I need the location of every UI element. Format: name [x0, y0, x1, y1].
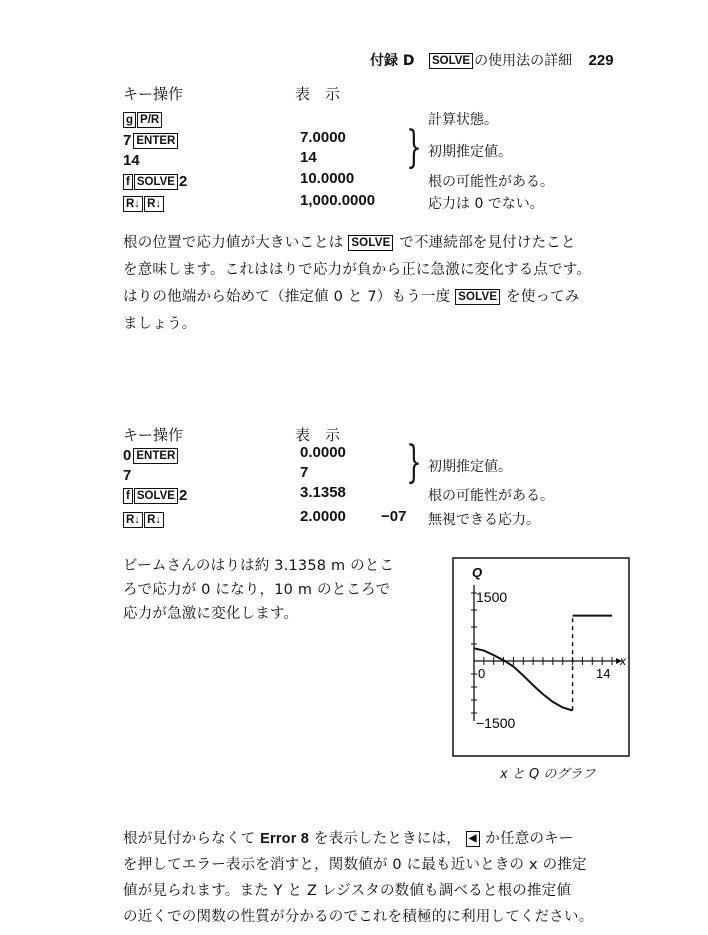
paragraph-3	[123, 826, 593, 930]
display-value: 14	[300, 149, 317, 166]
row-note: 応力は 0 でない。	[428, 196, 544, 212]
calculator-key: R↓	[144, 512, 164, 528]
table2-brace: }	[406, 437, 422, 488]
table2-keys-0	[123, 445, 179, 464]
table1-keys-2	[123, 150, 142, 169]
row-note: 計算状態。	[428, 112, 498, 128]
key-prefix-number: 7	[123, 132, 132, 149]
page-header	[370, 50, 614, 70]
q-vs-x-chart	[452, 557, 652, 797]
display-value: 2.0000	[300, 508, 346, 525]
calculator-key: g	[123, 112, 136, 128]
key-suffix-number: 2	[178, 487, 188, 504]
para2-line2: ろで応力が 0 になり，10 m のところで	[123, 582, 391, 598]
y-axis-label: Q	[472, 565, 483, 580]
display-value: 10.0000	[300, 170, 355, 187]
table1-keys-4	[123, 193, 165, 212]
table2-col-display: 表 示	[295, 426, 341, 444]
table1-brace: }	[406, 122, 422, 173]
table1-keys-1	[123, 130, 179, 149]
display-value: 0.0000	[300, 444, 346, 461]
para3-line1b: を表示したときには，	[313, 831, 461, 847]
paragraph-1	[123, 230, 591, 338]
error-8-text: Error 8	[260, 831, 310, 847]
table2-col-keys: キー操作	[123, 426, 184, 444]
table1-brace-note: 初期推定値。	[428, 144, 512, 160]
calculator-key: R↓	[123, 512, 143, 528]
y-top-label: 1500	[476, 589, 508, 605]
para1-line3b: を使ってみ	[506, 289, 580, 305]
para3-line1a: 根が見付からなくて	[123, 831, 256, 847]
table1-keys-3	[123, 171, 187, 190]
row-note: 根の可能性がある。	[428, 174, 554, 190]
row-note: 無視できる応力。	[428, 512, 540, 528]
solve-key-inline-1: SOLVE	[348, 235, 393, 251]
paragraph-2	[123, 554, 394, 626]
row-note: 根の可能性がある。	[428, 488, 554, 504]
para3-line2: を押してエラー表示を消すと，関数値が 0 に最も近いときの x の推定	[123, 857, 587, 873]
table2-keys-2	[123, 485, 187, 504]
header-title: の使用法の詳細	[474, 53, 573, 69]
calculator-key: ENTER	[133, 133, 178, 149]
calculator-key: f	[123, 488, 133, 504]
para1-line2: を意味します。これははりで応力が負から正に急激に変化する点です。	[123, 262, 592, 278]
calculator-key: P/R	[137, 112, 162, 128]
chart-caption: x と Q のグラフ	[500, 767, 596, 782]
key-prefix-number: 0	[123, 447, 132, 464]
key-prefix-number: 7	[123, 467, 132, 484]
para1-line1a: 根の位置で応力値が大きいことは	[123, 235, 344, 251]
para3-line3: 値が見られます。また Y と Z レジスタの数値も調べると根の推定値	[123, 883, 572, 899]
display-value: 7	[300, 464, 309, 481]
key-suffix-number: 2	[178, 173, 188, 190]
key-prefix-number: 14	[123, 152, 140, 169]
display-value: 1,000.0000	[300, 192, 376, 209]
para2-line3: 応力が急激に変化します。	[123, 606, 299, 622]
table1-col-keys: キー操作	[123, 85, 184, 103]
calculator-key: ENTER	[133, 448, 178, 464]
para1-line1b: で不連続部を見付けたこと	[399, 235, 576, 251]
y-bottom-label: −1500	[476, 715, 516, 731]
x-origin-label: 0	[478, 666, 486, 681]
para1-line4: ましょう。	[123, 316, 197, 332]
calculator-key: R↓	[123, 196, 143, 212]
page-number: 229	[588, 52, 614, 69]
display-value: 7.0000	[300, 129, 346, 146]
calculator-key: R↓	[144, 196, 164, 212]
table1-col-display: 表 示	[295, 85, 341, 103]
calculator-key: SOLVE	[134, 488, 178, 504]
x-tick-label: 14	[596, 666, 611, 681]
para3-line1c: か任意のキー	[485, 831, 574, 847]
solve-key-inline-2: SOLVE	[455, 289, 500, 305]
table2-keys-1	[123, 465, 133, 484]
para2-line1: ビームさんのはりは約 3.1358 m のとこ	[123, 558, 395, 574]
display-value: 3.1358	[300, 484, 346, 501]
x-axis-label: x	[620, 654, 626, 668]
para1-line3a: はりの他端から始めて（推定値 0 と 7）もう一度	[123, 289, 451, 305]
appendix-label: 付録 D	[370, 53, 415, 69]
calculator-key: SOLVE	[134, 174, 178, 190]
backspace-key: ◀	[466, 831, 480, 847]
table2-keys-3	[123, 509, 165, 528]
table1-keys-0	[123, 109, 163, 128]
solve-key-header: SOLVE	[429, 53, 473, 69]
display-exponent: −07	[381, 508, 407, 525]
para3-line4: の近くでの関数の性質が分かるのでこれを積極的に利用してください。	[123, 909, 594, 925]
calculator-key: f	[123, 174, 133, 190]
table2-brace-note: 初期推定値。	[428, 459, 512, 475]
